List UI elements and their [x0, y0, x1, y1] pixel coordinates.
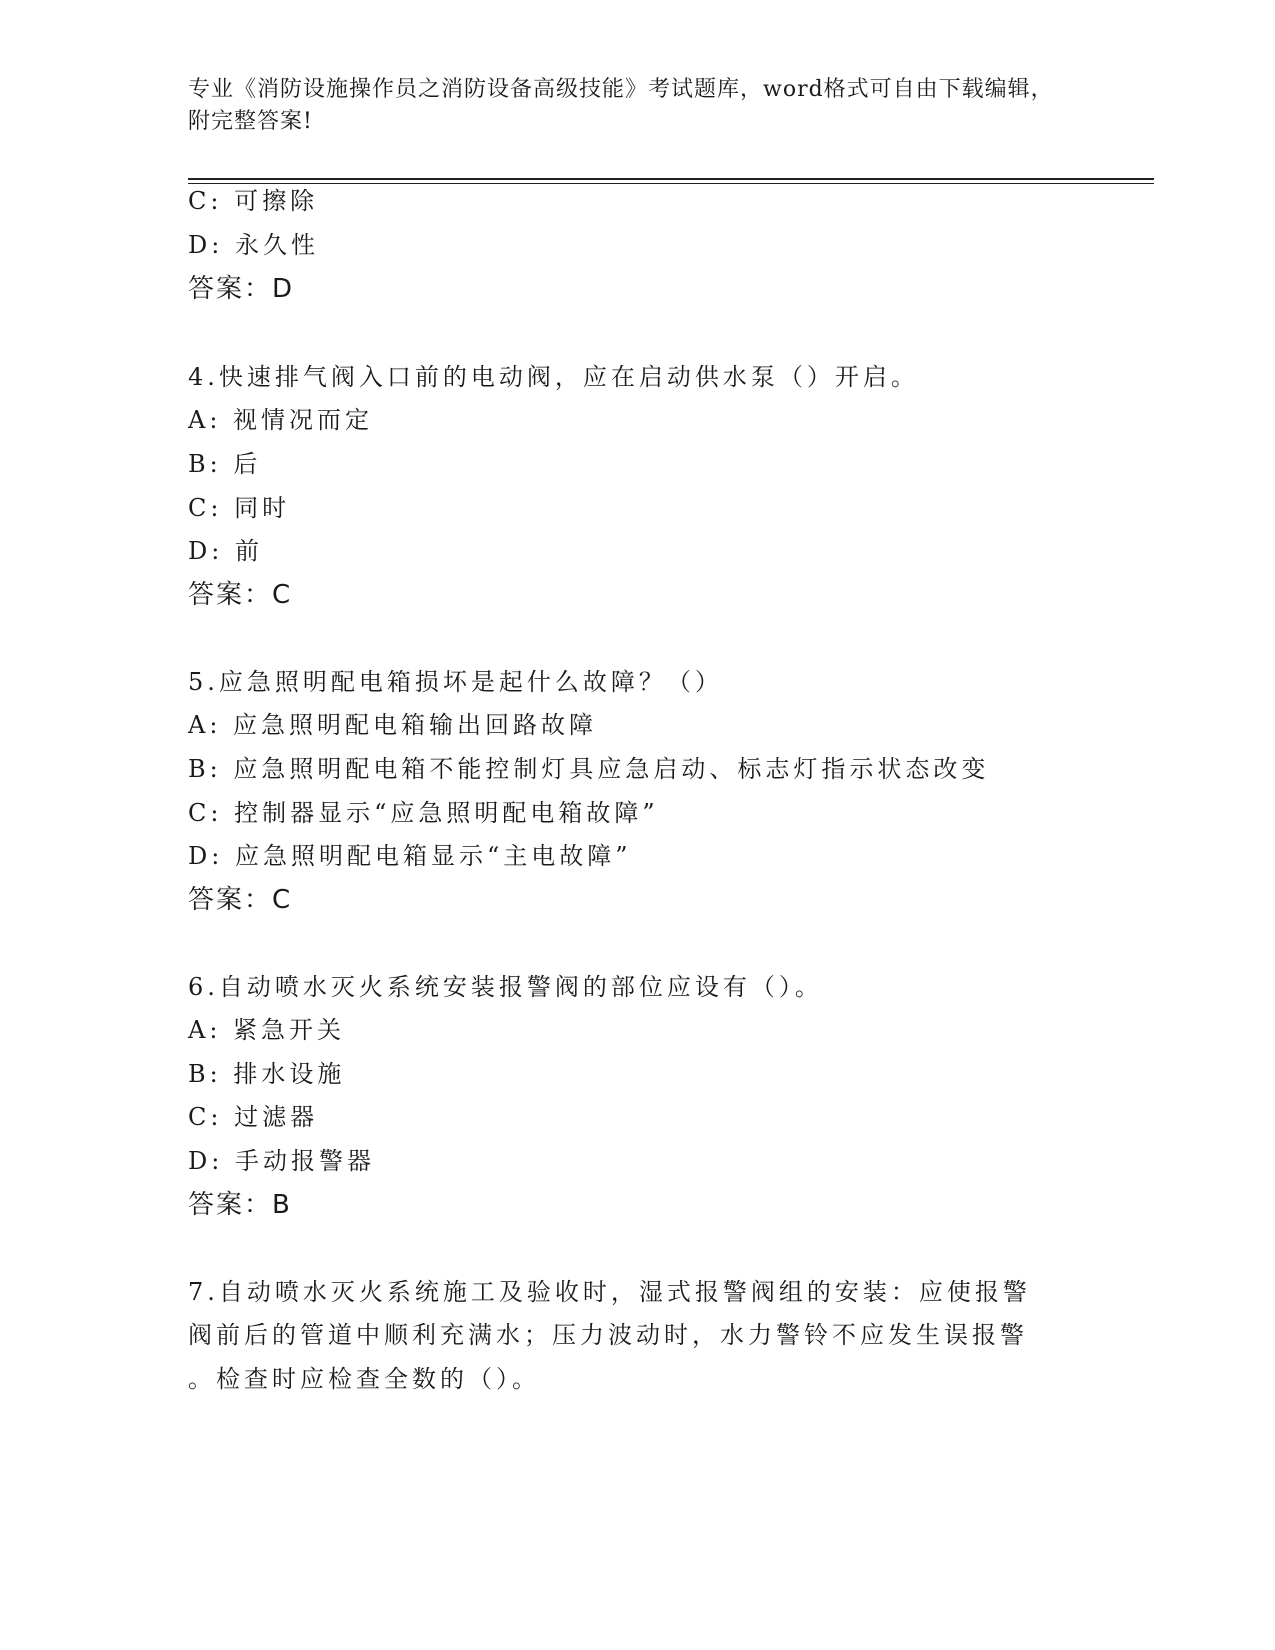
header-rule-thin	[188, 183, 1154, 184]
option-a: A: 应急照明配电箱输出回路故障	[188, 711, 598, 739]
option-d: D: 应急照明配电箱显示“主电故障”	[188, 842, 632, 870]
header-rule-thick	[188, 178, 1154, 180]
option-d: D: 前	[188, 537, 263, 565]
question-stem: 5.应急照明配电箱损坏是起什么故障？（）	[188, 668, 723, 696]
option-b: B: 应急照明配电箱不能控制灯具应急启动、标志灯指示状态改变	[188, 755, 990, 783]
answer: 答案：C	[188, 580, 293, 610]
option-c: C: 同时	[188, 494, 291, 522]
option-b: B: 后	[188, 450, 262, 478]
question-stem: 4.快速排气阀入口前的电动阀，应在启动供水泵（）开启。	[188, 363, 919, 391]
option-d: D: 永久性	[188, 231, 319, 259]
answer: 答案：D	[188, 274, 295, 304]
option-c: C: 过滤器	[188, 1103, 319, 1131]
answer: 答案：C	[188, 885, 293, 915]
question-stem-line: 。检查时应检查全数的（）。	[188, 1365, 540, 1393]
document-page	[188, 0, 1148, 1650]
answer: 答案：B	[188, 1190, 292, 1220]
question-stem: 6.自动喷水灭火系统安装报警阀的部位应设有（）。	[188, 973, 823, 1001]
question-stem-line: 7.自动喷水灭火系统施工及验收时，湿式报警阀组的安装：应使报警	[188, 1278, 1031, 1306]
option-a: A: 紧急开关	[188, 1016, 346, 1044]
option-b: B: 排水设施	[188, 1060, 346, 1088]
option-c: C: 可擦除	[188, 187, 319, 215]
page-header: 专业《消防设施操作员之消防设备高级技能》考试题库，word格式可自由下载编辑，附完整答案!	[188, 77, 1054, 134]
option-a: A: 视情况而定	[188, 406, 374, 434]
option-d: D: 手动报警器	[188, 1147, 375, 1175]
question-stem-line: 阀前后的管道中顺利充满水；压力波动时，水力警铃不应发生误报警	[188, 1321, 1028, 1349]
option-c: C: 控制器显示“应急照明配电箱故障”	[188, 799, 659, 827]
